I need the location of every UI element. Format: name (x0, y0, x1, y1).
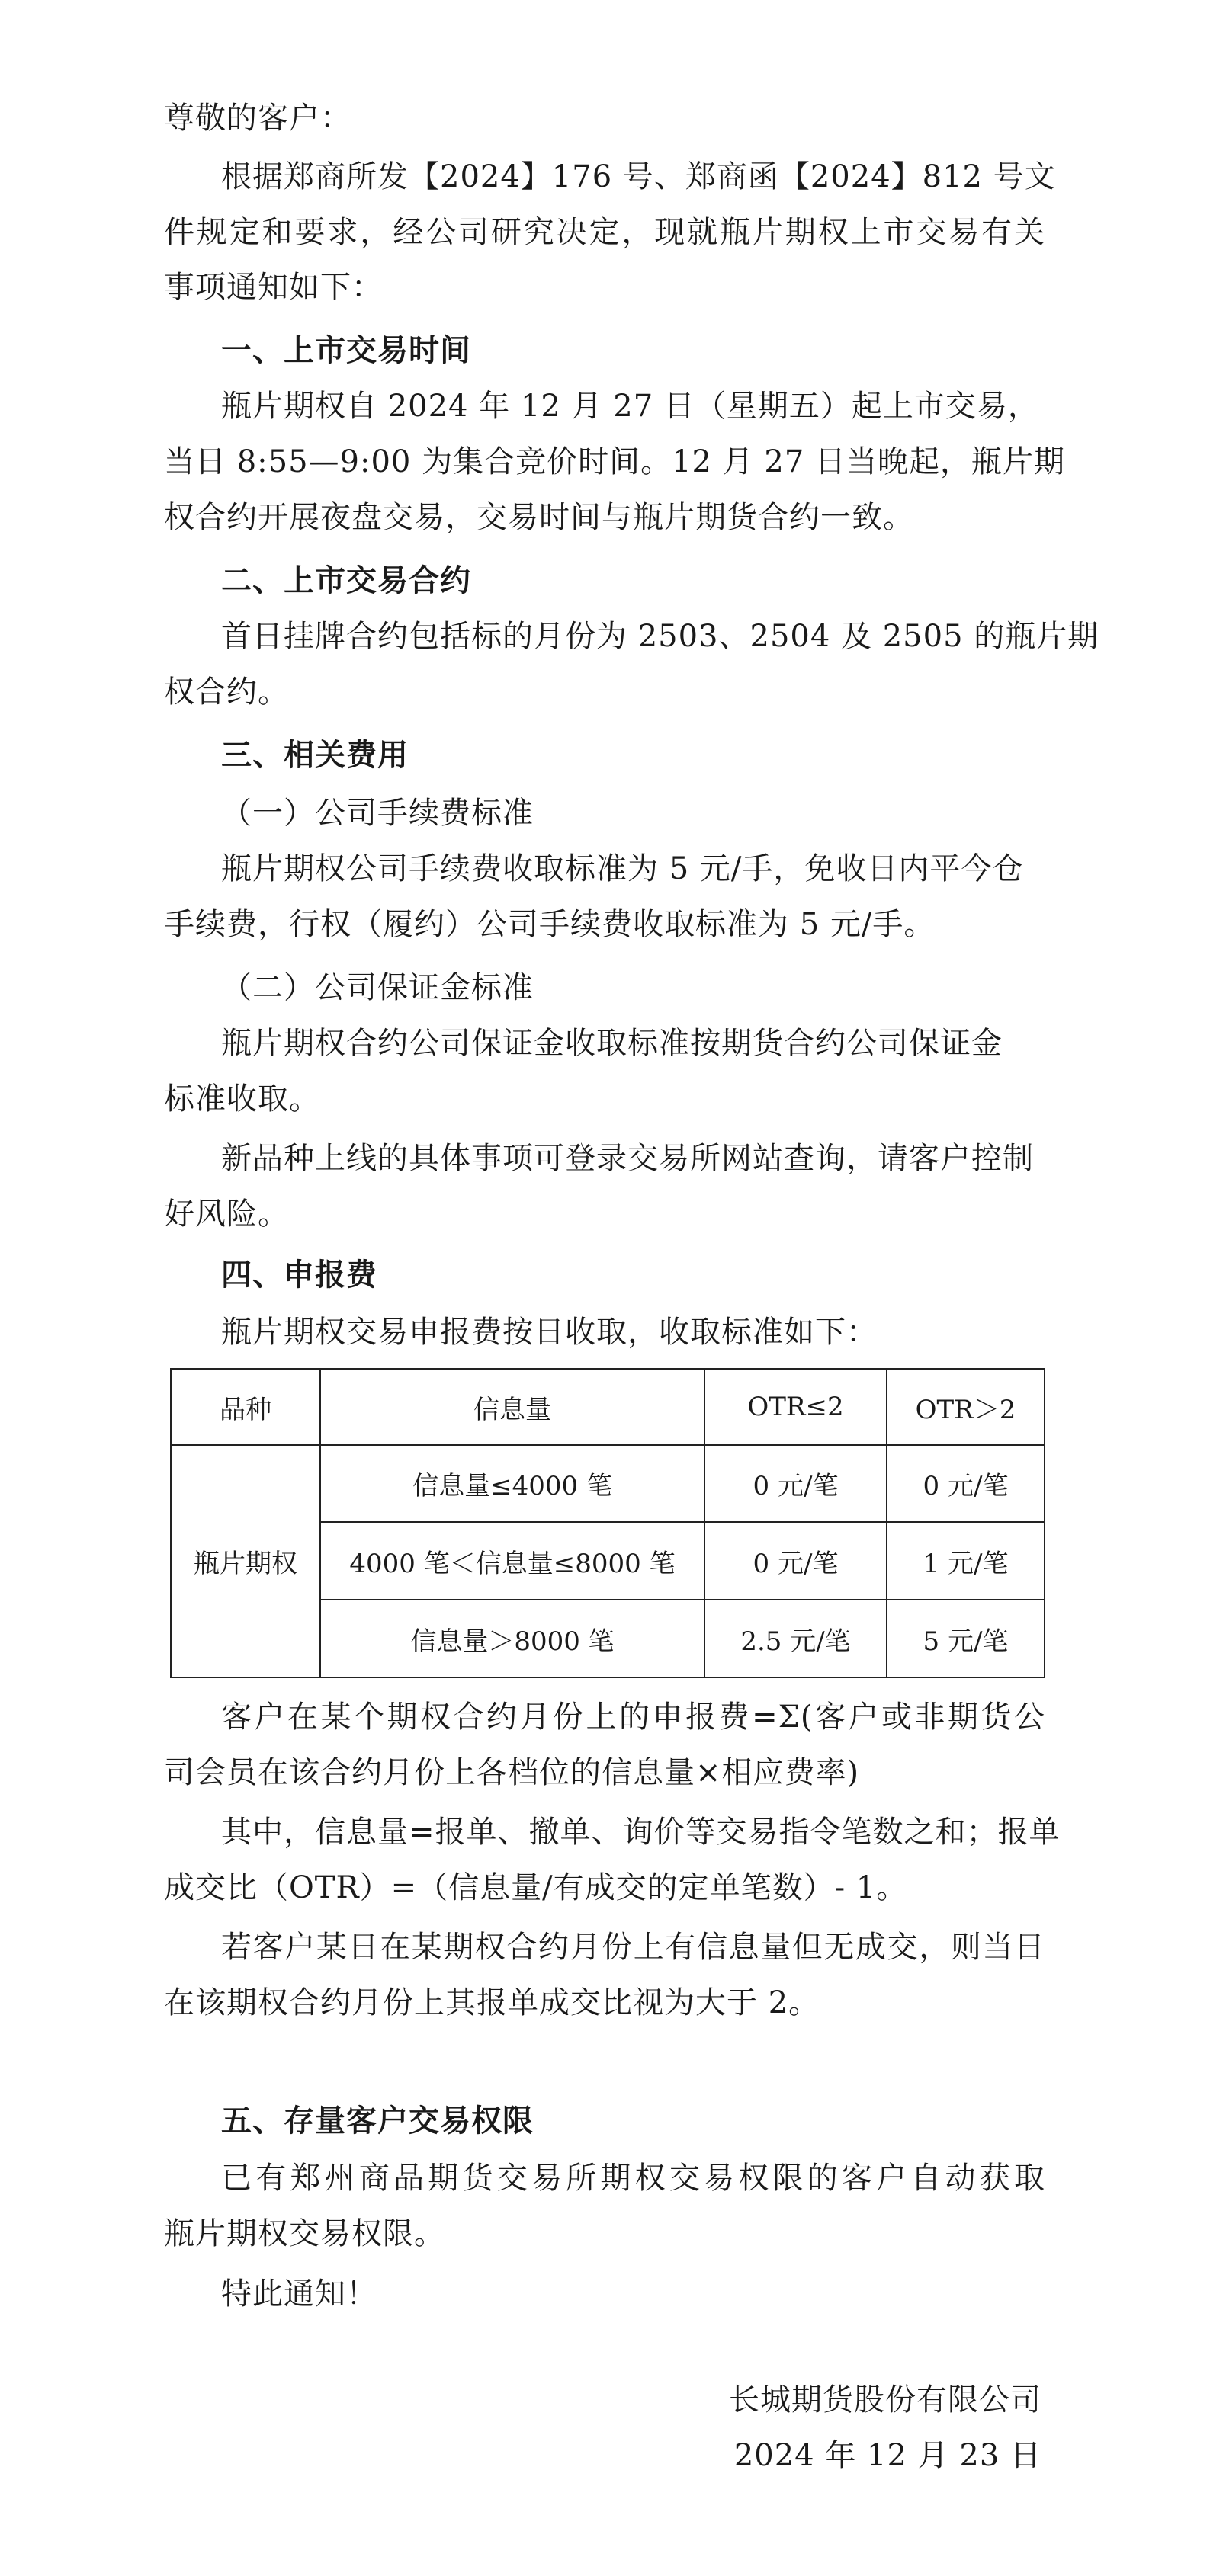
section3-note-line-2: 好风险。 (164, 1197, 289, 1232)
section1-line-3: 权合约开展夜盘交易，交易时间与瓶片期货合约一致。 (164, 500, 914, 535)
table-cell: 0 元/笔 (887, 1445, 1045, 1522)
table-cell: 2.5 元/笔 (704, 1600, 887, 1677)
section4-para2-line-1: 其中，信息量=报单、撤单、询价等交易指令笔数之和；报单 (221, 1815, 1061, 1850)
section4-para1-line-2: 司会员在该合约月份上各档位的信息量×相应费率) (164, 1755, 860, 1790)
section4-heading: 四、申报费 (221, 1258, 377, 1293)
section3-sub2-heading: （二）公司保证金标准 (221, 970, 534, 1005)
fee-table (170, 1368, 1045, 1678)
intro-line-1: 根据郑商所发【2024】176 号、郑商函【2024】812 号文 (221, 159, 1056, 194)
table-cell: 5 元/笔 (887, 1600, 1045, 1677)
section1-line-2: 当日 8:55—9:00 为集合竞价时间。12 月 27 日当晚起，瓶片期 (164, 444, 1066, 479)
section3-sub2-line-2: 标准收取。 (164, 1081, 320, 1117)
table-header-cell: 品种 (171, 1369, 320, 1445)
table-variety-cell: 瓶片期权 (171, 1445, 320, 1677)
table-header-cell: OTR≤2 (704, 1369, 887, 1445)
section4-para1-line-1: 客户在某个期权合约月份上的申报费=Σ(客户或非期货公 (221, 1700, 1045, 1735)
table-cell: 1 元/笔 (887, 1522, 1045, 1600)
table-cell: 信息量＞8000 笔 (320, 1600, 704, 1677)
section2-heading: 二、上市交易合约 (221, 563, 471, 598)
table-header-cell: 信息量 (320, 1369, 704, 1445)
intro-line-3: 事项通知如下： (164, 270, 383, 305)
table-cell: 0 元/笔 (704, 1445, 887, 1522)
section3-sub1-heading: （一）公司手续费标准 (221, 796, 534, 831)
section4-para3-line-2: 在该期权合约月份上其报单成交比视为大于 2。 (164, 1985, 820, 2020)
section3-sub1-line-1: 瓶片期权公司手续费收取标准为 5 元/手，免收日内平今仓 (221, 851, 1024, 886)
section4-para2-line-2: 成交比（OTR）=（信息量/有成交的定单笔数）- 1。 (164, 1870, 908, 1905)
table-row (171, 1445, 1045, 1522)
section3-sub1-line-2: 手续费，行权（履约）公司手续费收取标准为 5 元/手。 (164, 907, 936, 942)
salutation: 尊敬的客户： (164, 101, 351, 136)
section2-line-1: 首日挂牌合约包括标的月份为 2503、2504 及 2505 的瓶片期 (221, 619, 1099, 654)
section4-intro: 瓶片期权交易申报费按日收取，收取标准如下： (221, 1315, 878, 1350)
intro-line-2: 件规定和要求，经公司研究决定，现就瓶片期权上市交易有关 (164, 215, 1045, 250)
section3-sub2-line-1: 瓶片期权合约公司保证金收取标准按期货合约公司保证金 (221, 1026, 1003, 1061)
signature-date: 2024 年 12 月 23 日 (733, 2438, 1041, 2473)
table-header-cell: OTR＞2 (887, 1369, 1045, 1445)
section1-heading: 一、上市交易时间 (221, 333, 471, 368)
table-cell: 4000 笔＜信息量≤8000 笔 (320, 1522, 704, 1600)
closing-text: 特此通知！ (221, 2276, 377, 2312)
section3-heading: 三、相关费用 (221, 738, 409, 773)
section5-line-2: 瓶片期权交易权限。 (164, 2216, 445, 2251)
signature-company: 长城期货股份有限公司 (729, 2382, 1041, 2417)
section4-para3-line-1: 若客户某日在某期权合约月份上有信息量但无成交，则当日 (221, 1930, 1045, 1965)
table-header-row (171, 1369, 1045, 1445)
section2-line-2: 权合约。 (164, 674, 289, 710)
table-cell: 0 元/笔 (704, 1522, 887, 1600)
section3-note-line-1: 新品种上线的具体事项可登录交易所网站查询，请客户控制 (221, 1141, 1034, 1176)
section5-line-1: 已有郑州商品期货交易所期权交易权限的客户自动获取 (221, 2161, 1045, 2196)
table-cell: 信息量≤4000 笔 (320, 1445, 704, 1522)
section1-line-1: 瓶片期权自 2024 年 12 月 27 日（星期五）起上市交易， (221, 389, 1039, 424)
section5-heading: 五、存量客户交易权限 (221, 2103, 534, 2139)
